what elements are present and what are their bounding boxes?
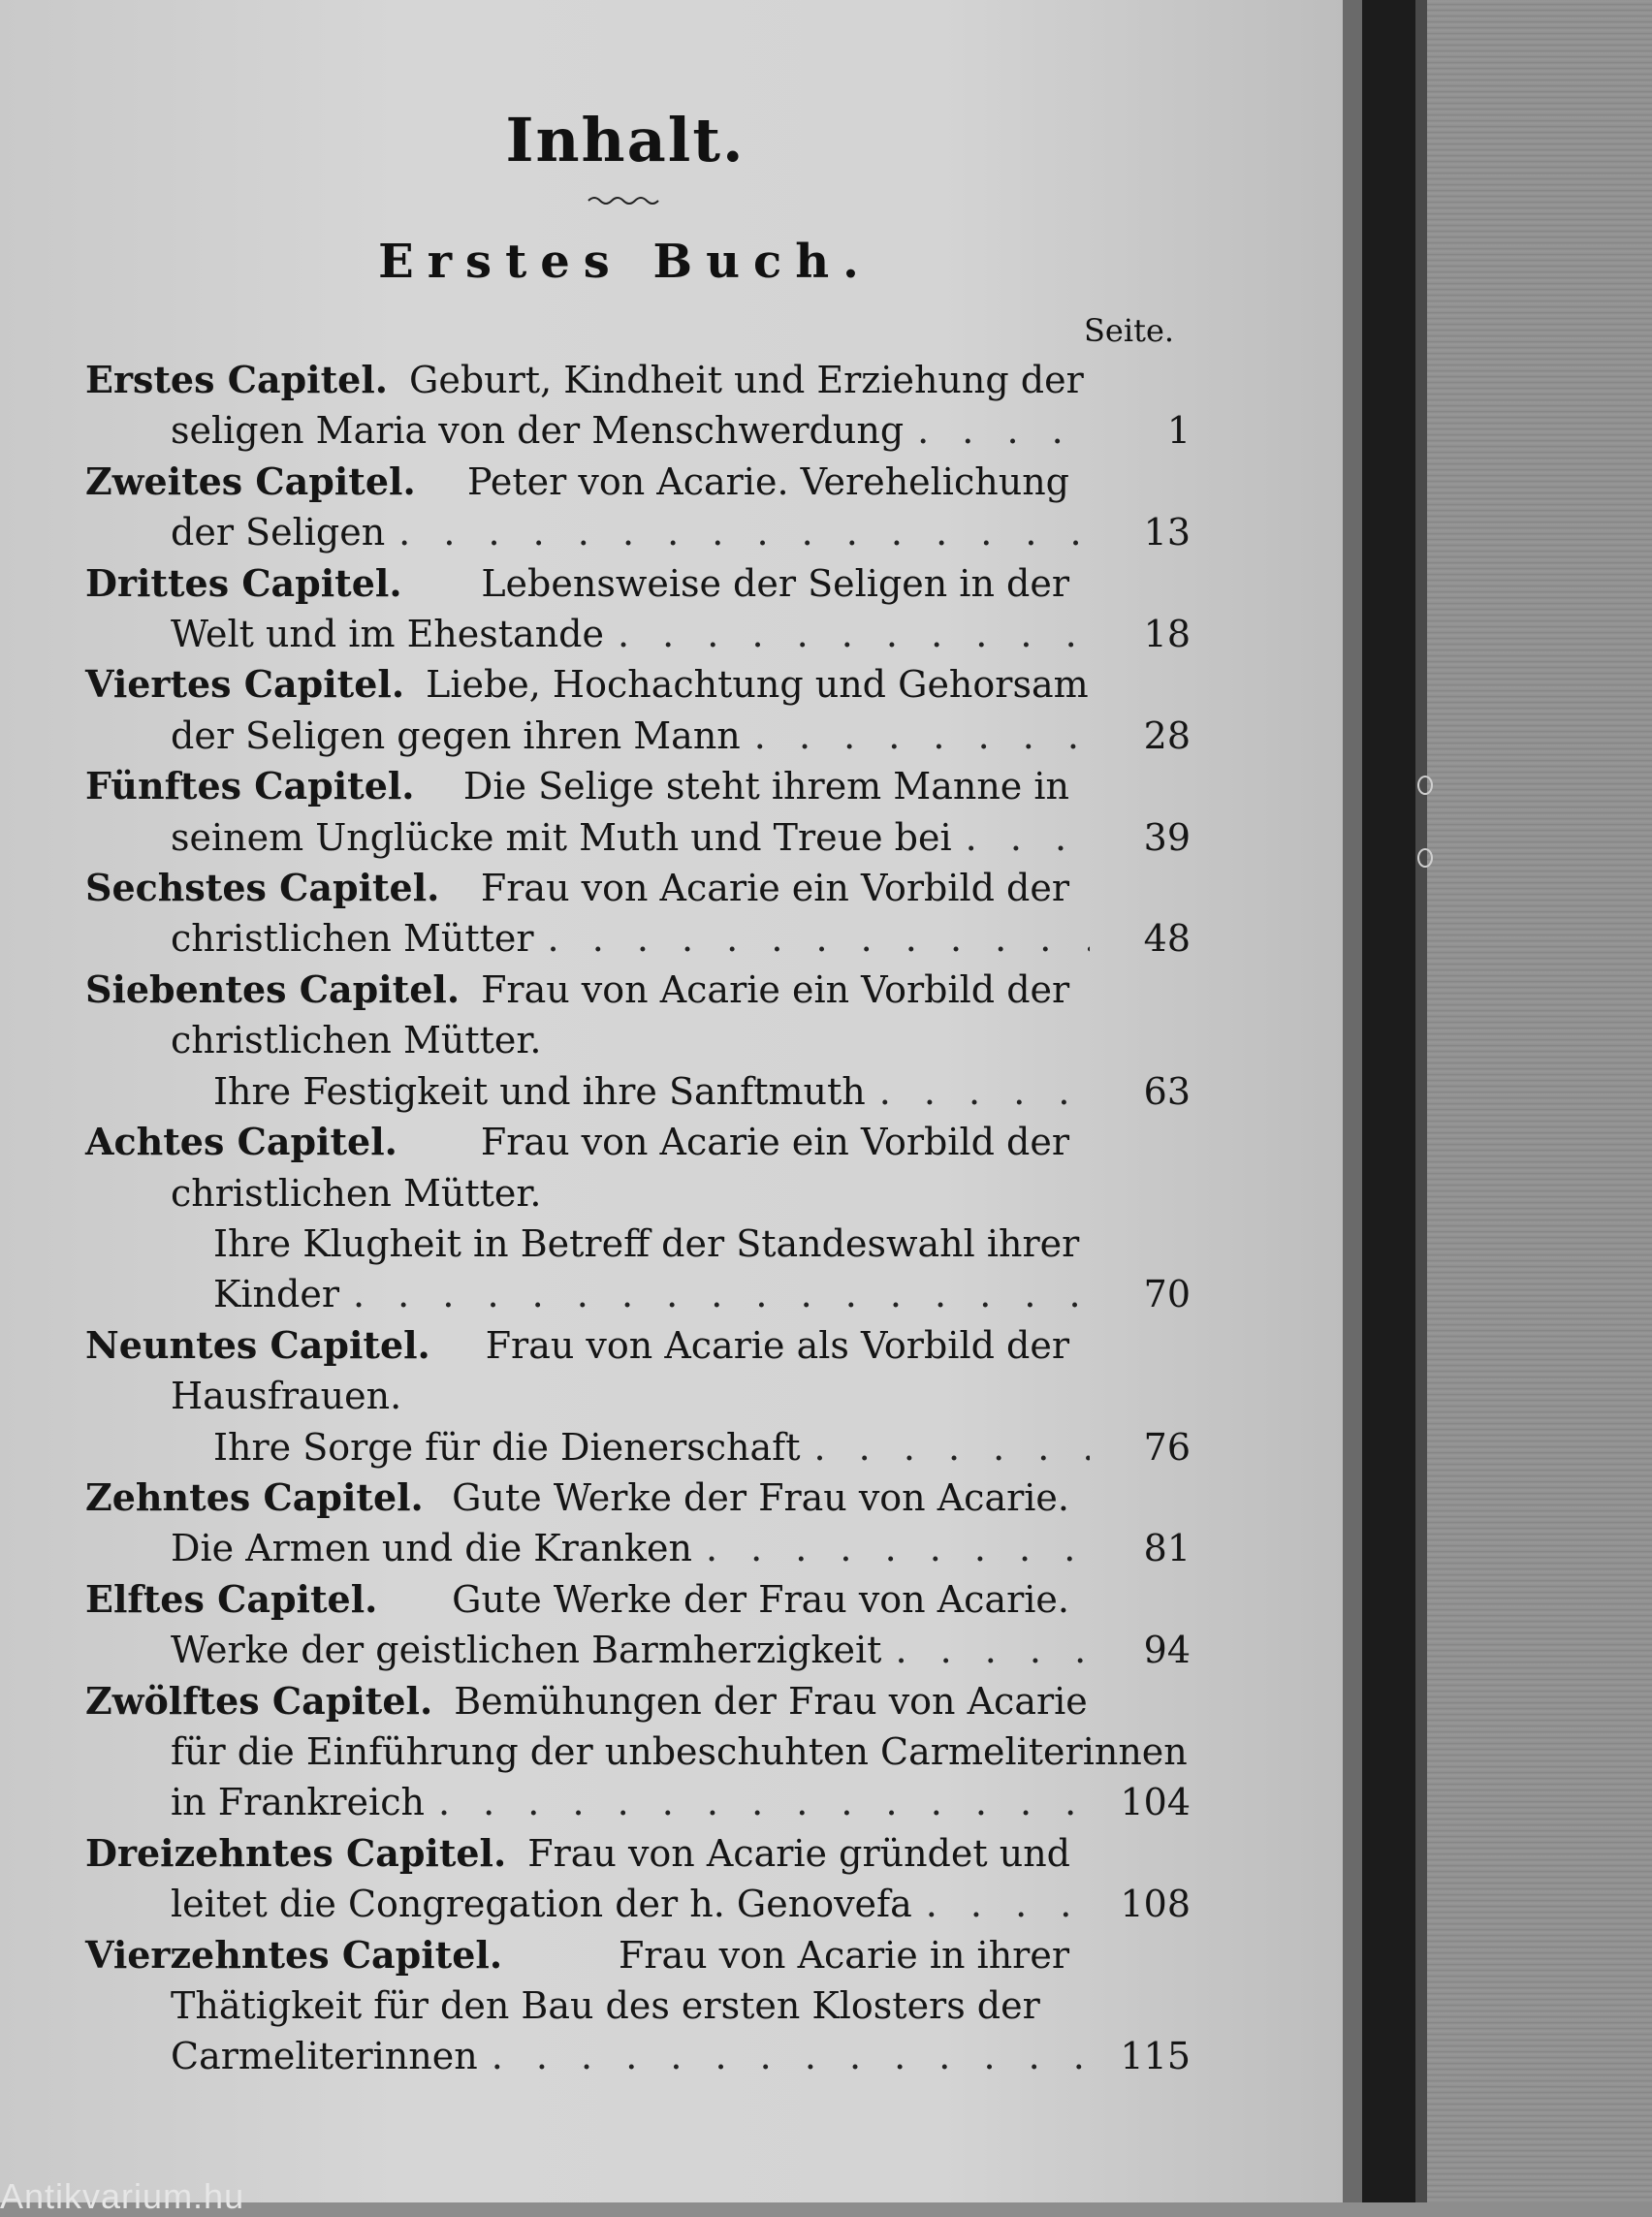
chapter-description: Thätigkeit für den Bau des ersten Klosters der [171, 1984, 1040, 2027]
dot-leader [706, 1523, 1090, 1573]
chapter-description: der Seligen gegen ihren Mann [171, 713, 741, 757]
page-number: 39 [1143, 815, 1191, 859]
stitch-hole [1417, 776, 1433, 795]
stitch-hole [1417, 848, 1433, 868]
chapter-description: Werke der geistlichen Barmherzigkeit [171, 1629, 882, 1672]
dot-leader [492, 2031, 1090, 2081]
spine-edge [1415, 0, 1427, 2202]
page-number: 18 [1143, 613, 1191, 656]
toc-line [85, 1066, 1191, 1117]
toc-line [85, 1625, 1191, 1675]
chapter-description: Frau von Acarie in ihrer [618, 1933, 1069, 1977]
page-number: 28 [1143, 713, 1191, 757]
chapter-label: Sechstes Capitel. [85, 866, 440, 910]
toc-line [85, 1930, 1069, 1980]
chapter-description: Ihre Klugheit in Betreff der Standeswahl ihrer [213, 1221, 1080, 1265]
toc-line [85, 812, 1191, 863]
page-heading: Inhalt. [505, 105, 746, 175]
dot-leader [917, 405, 1090, 456]
toc-line [85, 1980, 1069, 2031]
toc-line [85, 1523, 1191, 1573]
toc-line [85, 863, 1069, 913]
chapter-description: christlichen Mütter. [171, 1171, 542, 1215]
page-number: 13 [1143, 511, 1191, 554]
toc-entry [85, 1574, 1191, 1676]
dot-leader [814, 1422, 1091, 1473]
chapter-label: Achtes Capitel. [85, 1120, 397, 1164]
toc-line [85, 1320, 1069, 1371]
chapter-description: Gute Werke der Frau von Acarie. [452, 1475, 1069, 1519]
toc-line [85, 1473, 1069, 1523]
toc-entry [85, 1117, 1191, 1320]
page-number: 115 [1120, 2035, 1191, 2078]
chapter-label: Fünftes Capitel. [85, 764, 415, 808]
chapter-label: Zwölftes Capitel. [85, 1678, 433, 1723]
toc-line [85, 1574, 1069, 1625]
book-spine [1362, 0, 1415, 2202]
toc-entry [85, 965, 1191, 1117]
chapter-label: Vierzehntes Capitel. [85, 1932, 503, 1977]
page-number: 76 [1143, 1425, 1191, 1469]
toc-line [85, 1777, 1191, 1827]
page-number: 63 [1143, 1069, 1191, 1113]
page-edge [1343, 0, 1362, 2202]
chapter-label: Viertes Capitel. [85, 662, 405, 707]
table-of-contents [85, 355, 1191, 2082]
book-cover [1427, 0, 1652, 2202]
toc-line [85, 1676, 1088, 1726]
chapter-label: Siebentes Capitel. [85, 966, 461, 1011]
chapter-description: Ihre Sorge für die Dienerschaft [213, 1425, 801, 1469]
toc-entry [85, 558, 1191, 660]
chapter-description: in Frankreich [171, 1781, 425, 1824]
dot-leader [926, 1879, 1090, 1929]
toc-line [85, 1422, 1191, 1473]
chapter-description: christlichen Mütter. [171, 1019, 542, 1062]
dot-leader [754, 711, 1090, 761]
chapter-description: Frau von Acarie ein Vorbild der [481, 967, 1070, 1011]
page-number: 70 [1143, 1273, 1191, 1316]
toc-line [85, 355, 1084, 405]
toc-line [85, 1371, 1069, 1421]
toc-line [85, 1828, 1069, 1879]
chapter-description: Peter von Acarie. Verehelichung [467, 459, 1069, 503]
toc-line [85, 965, 1069, 1015]
page-number: 104 [1120, 1781, 1191, 1824]
dot-leader [353, 1269, 1090, 1319]
chapter-description: seinem Unglücke mit Muth und Treue bei [171, 815, 952, 859]
chapter-label: Neuntes Capitel. [85, 1322, 430, 1367]
chapter-description: Bemühungen der Frau von Acarie [454, 1679, 1088, 1723]
chapter-description: Liebe, Hochachtung und Gehorsam [426, 663, 1089, 707]
chapter-description: Die Selige steht ihrem Manne in [462, 765, 1069, 808]
toc-line [85, 405, 1191, 456]
dot-leader [548, 913, 1090, 964]
chapter-description: Frau von Acarie als Vorbild der [485, 1323, 1069, 1367]
dot-leader [966, 812, 1090, 863]
toc-entry [85, 659, 1191, 761]
toc-line [85, 1726, 1188, 1777]
dot-leader [398, 507, 1090, 557]
toc-entry [85, 1828, 1191, 1930]
toc-line [85, 659, 1089, 710]
chapter-description: Gute Werke der Frau von Acarie. [452, 1577, 1069, 1621]
chapter-description: Geburt, Kindheit und Erziehung der [409, 359, 1084, 401]
dot-leader [618, 609, 1090, 659]
toc-line [85, 711, 1191, 761]
chapter-description: Kinder [213, 1273, 339, 1316]
chapter-description: Welt und im Ehestande [171, 613, 604, 656]
chapter-label: Erstes Capitel. [85, 358, 388, 401]
toc-line [85, 1269, 1191, 1319]
toc-entry [85, 355, 1191, 457]
dot-leader [438, 1777, 1090, 1827]
toc-line [85, 1168, 1069, 1219]
toc-line [85, 913, 1191, 964]
page-number: 108 [1120, 1883, 1191, 1926]
chapter-label: Zweites Capitel. [85, 459, 416, 503]
page-number: 81 [1143, 1527, 1191, 1570]
toc-entry [85, 1676, 1191, 1828]
page-number: 1 [1166, 409, 1191, 453]
toc-line [85, 2031, 1191, 2081]
toc-line [85, 457, 1069, 507]
chapter-description: für die Einführung der unbeschuhten Carmeliterinnen [171, 1729, 1188, 1773]
toc-entry [85, 761, 1191, 863]
toc-line [85, 507, 1191, 557]
chapter-description: Frau von Acarie gründet und [527, 1831, 1070, 1875]
book-heading: Erstes Buch. [378, 235, 873, 289]
toc-line [85, 1219, 1080, 1269]
chapter-description: Ihre Festigkeit und ihre Sanftmuth [213, 1069, 866, 1113]
chapter-description: Hausfrauen. [171, 1375, 402, 1418]
toc-line [85, 609, 1191, 659]
chapter-description: Carmeliterinnen [171, 2035, 478, 2078]
chapter-description: Die Armen und die Kranken [171, 1527, 692, 1570]
toc-entry [85, 1320, 1191, 1473]
toc-entry [85, 1930, 1191, 2082]
toc-line [85, 1015, 1069, 1065]
chapter-description: leitet die Congregation der h. Genovefa [171, 1883, 912, 1926]
dot-leader [879, 1066, 1090, 1117]
watermark: Antikvarium.hu [0, 2176, 245, 2216]
chapter-label: Elftes Capitel. [85, 1576, 378, 1621]
toc-entry [85, 1473, 1191, 1574]
toc-line [85, 761, 1069, 811]
chapter-description: Frau von Acarie ein Vorbild der [480, 1121, 1069, 1164]
chapter-description: Frau von Acarie ein Vorbild der [480, 867, 1069, 910]
dot-leader [895, 1625, 1090, 1675]
toc-line [85, 1117, 1069, 1167]
chapter-label: Zehntes Capitel. [85, 1474, 424, 1519]
chapter-description: seligen Maria von der Menschwerdung [171, 409, 905, 453]
toc-entry [85, 457, 1191, 558]
toc-line [85, 558, 1069, 609]
chapter-description: der Seligen [171, 511, 386, 554]
chapter-description: Lebensweise der Seligen in der [481, 561, 1069, 605]
toc-entry [85, 863, 1191, 965]
page-number: 48 [1143, 917, 1191, 961]
page-number: 94 [1143, 1629, 1191, 1672]
ornament-swash [587, 194, 664, 207]
chapter-description: christlichen Mütter [171, 917, 534, 961]
chapter-label: Dreizehntes Capitel. [85, 1830, 507, 1875]
chapter-label: Drittes Capitel. [85, 560, 402, 605]
toc-line [85, 1879, 1191, 1929]
page-column-header: Seite. [1084, 312, 1175, 349]
